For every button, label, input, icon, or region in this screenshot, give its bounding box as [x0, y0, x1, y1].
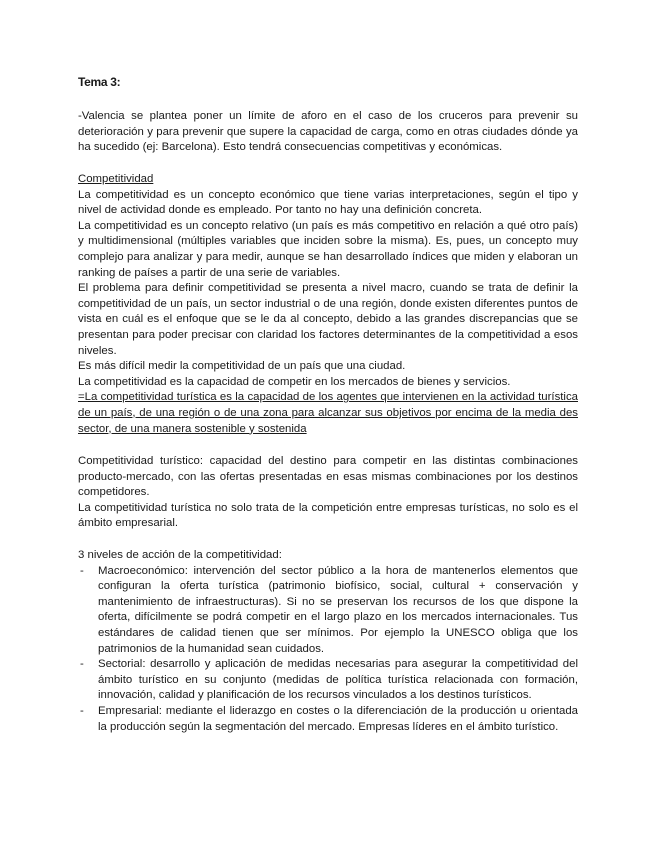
list-item-text: Empresarial: mediante el liderazgo en costes o la diferenciación de la producción u orientada la producción según la segmentación del mercado. Empresas líderes en el ámbito turístico. — [98, 704, 578, 733]
competitividad-section — [78, 172, 578, 437]
niveles-list — [78, 564, 578, 736]
intro-paragraph: -Valencia se plantea poner un límite de aforo en el caso de los cruceros para prevenir su deterioración y para prevenir que supere la capacidad de carga, como en otras ciudades dónde ya ha sucedido (ej: Barcelona). Esto tendrá consecuencias competitivas y económicas. — [78, 110, 578, 154]
list-item — [78, 657, 578, 704]
definition-paragraph: =La competitividad turística es la capacidad de los agentes que intervienen en la actividad turística de un país, de una región o de una zona para alcanzar sus objetivos por encima de la media des sector, de una manera sostenible y sostenida — [78, 391, 578, 435]
paragraph: Es más difícil medir la competitividad de un país que una ciudad. — [78, 360, 406, 373]
bullet-dash: - — [80, 564, 84, 577]
paragraph: La competitividad es un concepto económico que tiene varias interpretaciones, según el tipo y nivel de actividad donde es empleado. Por tanto no hay una definición concreta. — [78, 188, 578, 217]
niveles-section — [78, 548, 578, 735]
section-title-competitividad: Competitividad — [78, 173, 154, 185]
paragraph: El problema para definir competitividad se presenta a nivel macro, cuando se trata de definir la competitividad de un país, un sector industrial o de una región, donde existen diferentes puntos de vista en cuál es el enfoque que se le da al concepto, debido a las grandes discrepancias que se presentan para poder precisar con claridad los factores determinantes de la competitividad a esos niveles. — [78, 282, 578, 357]
paragraph: La competitividad turística no solo trata de la competición entre empresas turísticas, no solo es el ámbito empresarial. — [78, 501, 578, 530]
list-item-text: Macroeconómico: intervención del sector público a la hora de mantenerlos elementos que configuran la oferta turística (patrimonio biofísico, social, cultural + conservación y mantenimiento de infraestructuras). Si no se preservan los recursos de los que dispone la oferta, difícilmente se podrá competir en el largo plazo en los mercados internacionales. Tus estándares de calidad tienen que ser mínimos. Por ejemplo la UNESCO obliga que los patrimonios de la humanidad sean cuidados. — [98, 564, 578, 655]
list-item — [78, 564, 578, 658]
paragraph: La competitividad es un concepto relativo (un país es más competitivo en relación a qué otro país) y multidimensional (múltiples variables que inciden sobre la misma). Es, pues, un concepto muy complejo para analizar y para medir, aunque se han desarrollado índices que miden y elaboran un ranking de países a partir de una serie de variables. — [78, 219, 578, 279]
paragraph: Competitividad turístico: capacidad del destino para competir en las distintas combinaciones producto-mercado, con las ofertas presentadas en esas mismas combinaciones por los destinos competidores. — [78, 455, 578, 499]
section-title-niveles: 3 niveles de acción de la competitividad: — [78, 549, 282, 561]
bullet-dash: - — [80, 704, 84, 717]
paragraph: La competitividad es la capacidad de competir en los mercados de bienes y servicios. — [78, 375, 511, 388]
bullet-dash: - — [80, 658, 84, 671]
page-title: Tema 3: — [78, 75, 121, 89]
list-item-text: Sectorial: desarrollo y aplicación de medidas necesarias para asegurar la competitividad del ámbito turístico en su conjunto (medidas de política turística relacionada con formación, innovación, calidad y planificación de los recursos vinculados a los destinos turísticos. — [98, 658, 578, 702]
turistico-section — [78, 454, 578, 532]
list-item — [78, 704, 578, 735]
